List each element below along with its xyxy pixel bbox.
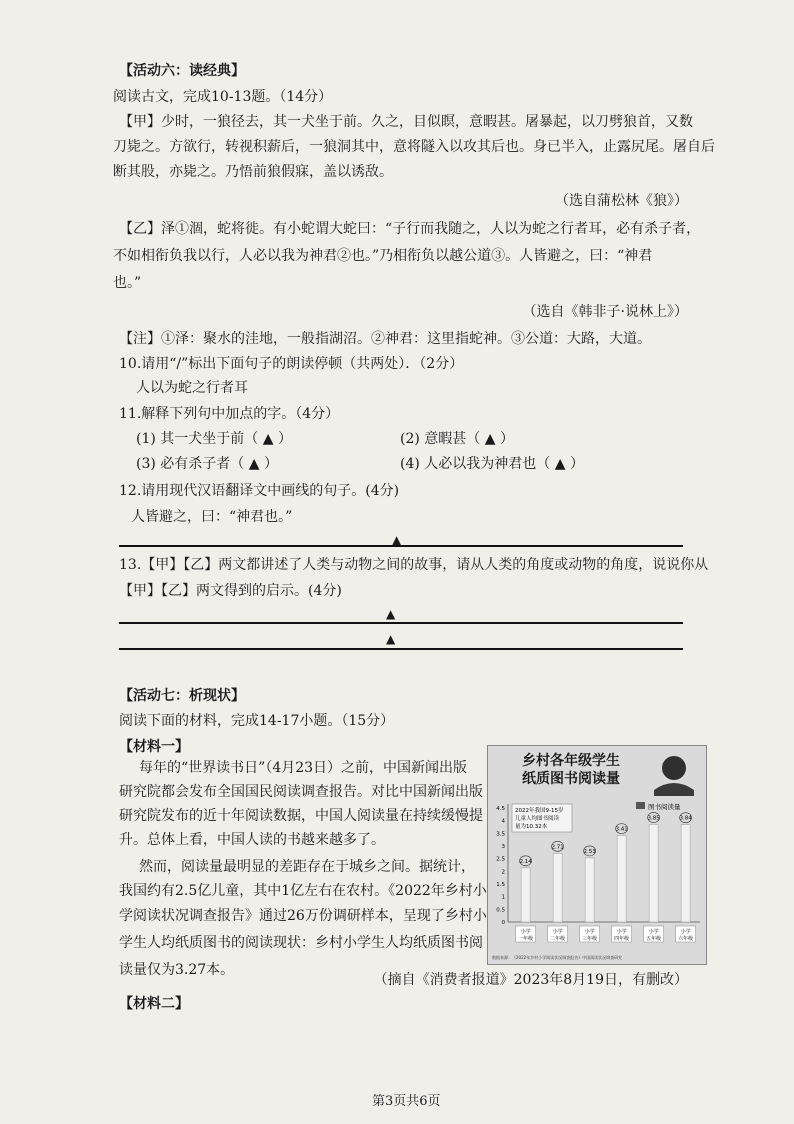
activity6-instruction: 阅读古文，完成10-13题。（14分）	[113, 89, 333, 105]
material1-source: （摘自《消费者报道》2023年8月19日，有删改）	[373, 972, 688, 988]
question-13-line-2: 【甲】【乙】两文得到的启示。(4分)	[119, 583, 342, 599]
category-label-4-a: 小学	[648, 929, 659, 935]
answer-mark-13a: ▲	[386, 607, 396, 621]
material1-line-3: 研究院发布的近十年阅读数据，中国人阅读量在持续缓慢提	[119, 808, 483, 824]
legend-swatch	[636, 802, 645, 809]
question-10-sentence: 人以为蛇之行者耳	[136, 380, 248, 396]
bar-0	[521, 868, 530, 922]
category-label-0-b: 一年级	[518, 936, 534, 942]
legend-label: 图书阅读量	[648, 803, 681, 811]
jia-line-3: 断其股，亦毙之。乃悟前狼假寐，盖以诱敌。	[113, 164, 393, 180]
bar-3	[617, 836, 626, 922]
material1-line-1: 每年的“世界读书日”（4月23日）之前，中国新闻出版	[139, 760, 468, 776]
category-label-3-b: 四年级	[614, 936, 630, 942]
chart-canvas	[488, 746, 706, 964]
question-11-item-1: (1) 其一犬坐于前（ ▲ ）	[136, 431, 292, 447]
category-label-5-a: 小学	[680, 929, 691, 935]
material2-label: 【材料二】	[119, 996, 189, 1012]
y-tick-label-1: 0.5	[496, 907, 505, 914]
reading-chart	[487, 745, 707, 965]
value-label-4: 3.85	[647, 815, 660, 822]
activity7-title: 【活动七：析现状】	[119, 688, 245, 704]
material1-line-8: 学生人均纸质图书的阅读现状：乡村小学生人均纸质图书阅	[119, 935, 483, 951]
jia-line-1: 【甲】少时，一狼径去，其一犬坐于前。久之，目似瞑，意暇甚。屠暴起，以刀劈狼首，又数	[119, 114, 693, 130]
question-11-item-3: (3) 必有杀子者（ ▲ ）	[136, 456, 278, 472]
category-label-0-a: 小学	[520, 929, 531, 935]
chart-title-line-2: 纸质图书阅读量	[522, 771, 620, 787]
question-10: 10.请用“/”标出下面句子的朗读停顿（共两处）．（2分）	[119, 356, 464, 372]
chart-annotation	[512, 804, 572, 832]
category-label-3-a: 小学	[616, 929, 627, 935]
annotation-line-1: 2022年我国9-15岁	[515, 808, 564, 814]
y-tick-label-2: 1	[501, 894, 505, 901]
yi-line-2: 不如相衔负我以行，人必以我为神君②也。”乃相衔负以越公道③。人皆避之，曰：“神君	[113, 248, 653, 264]
category-label-1-b: 二年级	[550, 936, 566, 942]
bar-1	[553, 853, 562, 922]
material1-line-5: 然而，阅读量最明显的差距存在于城乡之间。据统计，	[139, 859, 475, 875]
y-tick-label-4: 2	[501, 869, 505, 876]
answer-line-13b[interactable]	[119, 648, 683, 650]
category-label-4-b: 五年级	[646, 936, 662, 942]
material1-line-6: 我国约有2.5亿儿童，其中1亿左右在农村。《2022年乡村小	[119, 883, 487, 899]
y-tick-label-9: 4.5	[496, 806, 505, 812]
y-tick-label-5: 2.5	[496, 856, 505, 863]
yi-source: （选自《韩非子·说林上》）	[522, 304, 688, 320]
activity6-title: 【活动六：读经典】	[119, 63, 245, 79]
chart-title-line-1: 乡村各年级学生	[522, 753, 620, 769]
category-label-5-b: 六年级	[678, 936, 694, 942]
bar-2	[585, 858, 594, 922]
answer-mark-13b: ▲	[386, 632, 396, 646]
question-12-sentence: 人皆避之，曰：“神君也。”	[131, 509, 293, 525]
question-13-line-1: 13.【甲】【乙】两文都讲述了人类与动物之间的故事，请从人类的角度或动物的角度，说说你从	[119, 557, 709, 573]
activity7-instruction: 阅读下面的材料，完成14-17小题。（15分）	[119, 713, 395, 729]
material1-line-4: 升。总体上看，中国人读的书越来越多了。	[119, 832, 385, 848]
answer-mark-12: ▲	[392, 533, 402, 547]
yi-line-3: 也。”	[113, 275, 142, 291]
material1-line-2: 研究院都会发布全国国民阅读调查报告。对比中国新闻出版	[119, 784, 483, 800]
category-label-1-a: 小学	[552, 929, 563, 935]
category-label-2-a: 小学	[584, 929, 595, 935]
page-number: 第3页共6页	[372, 1094, 441, 1109]
value-label-3: 3.41	[615, 826, 628, 833]
material1-line-7: 学阅读状况调查报告》通过26万份调研样本，呈现了乡村小	[119, 908, 487, 924]
annotation-line-3: 量为10.32本	[515, 824, 548, 830]
y-tick-label-6: 3	[501, 844, 505, 850]
answer-line-12[interactable]	[119, 545, 683, 547]
bar-5	[681, 825, 690, 922]
bar-4	[649, 824, 658, 922]
value-label-5: 3.84	[679, 815, 692, 822]
value-label-0: 2.14	[519, 858, 532, 865]
y-tick-label-0: 0	[501, 920, 505, 926]
reader-icon	[654, 756, 694, 796]
question-11-item-2: (2) 意暇甚（ ▲ ）	[400, 431, 514, 447]
chart-source: 数据来源：《2022年乡村小学阅读状况调查报告》中国阅读状况调查研究	[492, 955, 623, 960]
annotation-line-2: 儿童人均图书阅读	[515, 816, 560, 822]
question-11: 11.解释下列句中加点的字。（4分）	[119, 406, 340, 422]
question-11-item-4: (4) 人必以我为神君也（ ▲ ）	[400, 456, 584, 472]
question-12: 12.请用现代汉语翻译文中画线的句子。(4分)	[119, 483, 400, 499]
jia-source: （选自蒲松林《狼》）	[555, 193, 688, 209]
category-label-2-b: 三年级	[582, 936, 598, 942]
material1-label: 【材料一】	[119, 739, 189, 755]
value-label-1: 2.71	[551, 844, 564, 851]
jia-line-2: 刀毙之。方欲行，转视积薪后，一狼洞其中，意将隧入以攻其后也。身已半入，止露尻尾。屠自后	[113, 139, 715, 155]
y-tick-label-8: 4	[501, 818, 505, 825]
material1-line-9: 读量仅为3.27本。	[119, 962, 235, 978]
answer-line-13a[interactable]	[119, 622, 683, 624]
value-label-2: 2.53	[583, 848, 596, 855]
y-tick-label-3: 1.5	[496, 882, 505, 888]
y-tick-label-7: 3.5	[496, 831, 505, 838]
yi-line-1: 【乙】泽①涸，蛇将徙。有小蛇谓大蛇曰：“子行而我随之，人以为蛇之行者耳，必有杀子者，	[119, 221, 701, 237]
annotation-note: 【注】①泽：聚水的洼地，一般指湖沼。②神君：这里指蛇神。③公道：大路，大道。	[119, 331, 651, 347]
